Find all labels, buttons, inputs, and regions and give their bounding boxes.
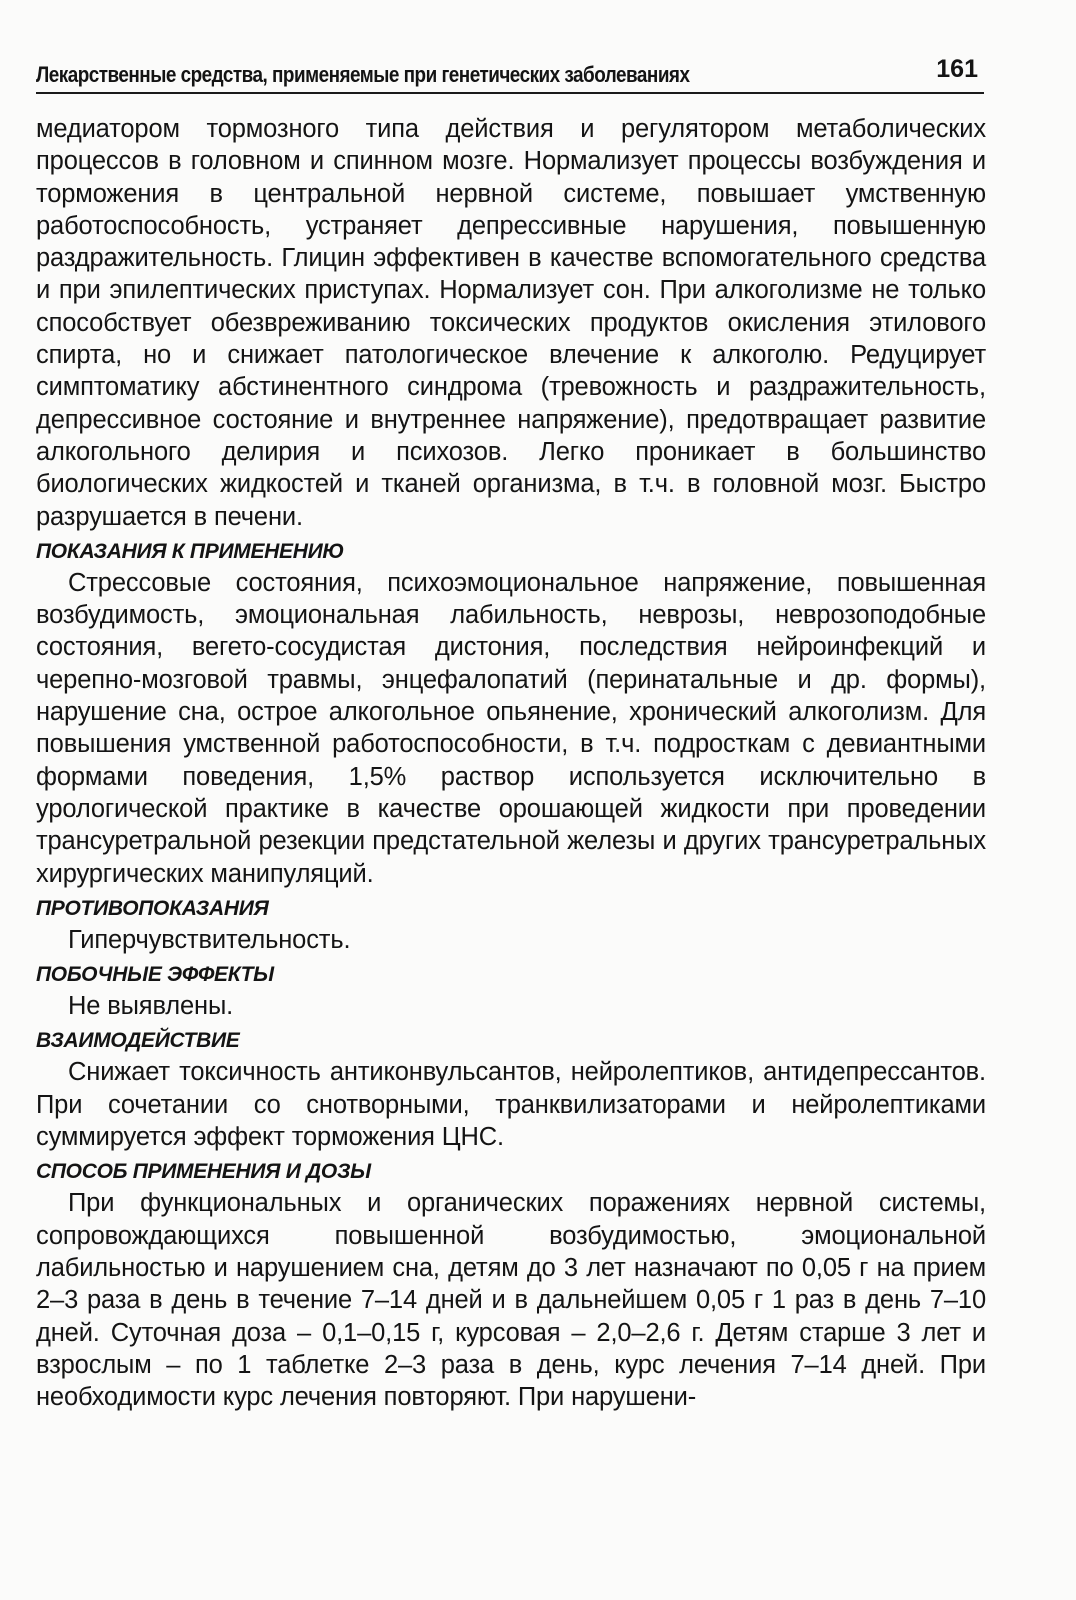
interaction-paragraph: Снижает токсичность антиконвульсантов, нейролептиков, антидепрессантов. При сочетании со снотворными, транквилизаторами и нейролептиками суммируется эффект торможения ЦНС. [36,1058,986,1152]
running-header [36,52,984,94]
intro-paragraph: медиатором тормозного типа действия и регулятором метаболических процессов в головном и спинном мозге. Нормализует процессы возбуждения и торможения в центральной нервной системе, повышает умственную работоспособность, устраняет депрессивные нарушения, повышенную раздражительность. Глицин эффективен в качестве вспомогательного средства и при эпилептических приступах. Нормализует сон. При алкоголизме не только способствует обезвреживанию токсических продуктов окисления этилового спирта, но и снижает патологическое влечение к алкоголю. Редуцирует симптоматику абстинентного синдрома (тревожность и раздражительность, депрессивное состояние и внутреннее напряжение), предотвращает развитие алкогольного делирия и психозов. Легко проникает в большинство биологических жидкостей и тканей организма, в т.ч. в головной мозг. Быстро разрушается в печени. [36,115,986,531]
side-effects-paragraph: Не выявлены. [68,992,234,1021]
section-heading-side-effects: ПОБОЧНЫЕ ЭФФЕКТЫ [36,963,274,987]
running-title: Лекарственные средства, применяемые при генетических заболеваниях [36,62,690,87]
body-text [36,113,986,1413]
section-heading-interaction: ВЗАИМОДЕЙСТВИЕ [36,1029,240,1053]
section-heading-contraindications: ПРОТИВОПОКАЗАНИЯ [36,896,269,920]
dosage-paragraph: При функциональных и органических поражениях нервной системы, сопровождающихся повышенной возбудимостью, эмоциональной лабильностью и нарушением сна, детям до 3 лет назначают по 0,05 г на прием 2–3 раза в день в течение 7–14 дней и в дальнейшем 0,05 г 1 раз в день 7–10 дней. Суточная доза – 0,1–0,15 г, курсовая – 2,0–2,6 г. Детям старше 3 лет и взрослым – по 1 таблетке 2–3 раза в день, курс лечения 7–14 дней. При необходимости курс лечения повторяют. При нарушени- [36,1189,986,1412]
section-heading-dosage: СПОСОБ ПРИМЕНЕНИЯ И ДОЗЫ [36,1160,371,1184]
indications-paragraph: Стрессовые состояния, психоэмоциональное напряжение, повышенная возбудимость, эмоциональная лабильность, неврозы, неврозоподобные состояния, вегето-сосудистая дистония, последствия нейроинфекций и черепно-мозговой травмы, энцефалопатий (перинатальные и др. формы), нарушение сна, острое алкогольное опьянение, хронический алкоголизм. Для повышения умственной работоспособности, в т.ч. подросткам с девиантными формами поведения, 1,5% раствор используется исключительно в урологической практике в качестве орошающей жидкости при проведении трансуретральной резекции предстательной железы и других трансуретральных хирургических манипуляций. [36,568,986,888]
contraindications-paragraph: Гиперчувствительность. [68,925,351,954]
section-heading-indications: ПОКАЗАНИЯ К ПРИМЕНЕНИЮ [36,539,344,563]
page-number: 161 [936,55,978,83]
